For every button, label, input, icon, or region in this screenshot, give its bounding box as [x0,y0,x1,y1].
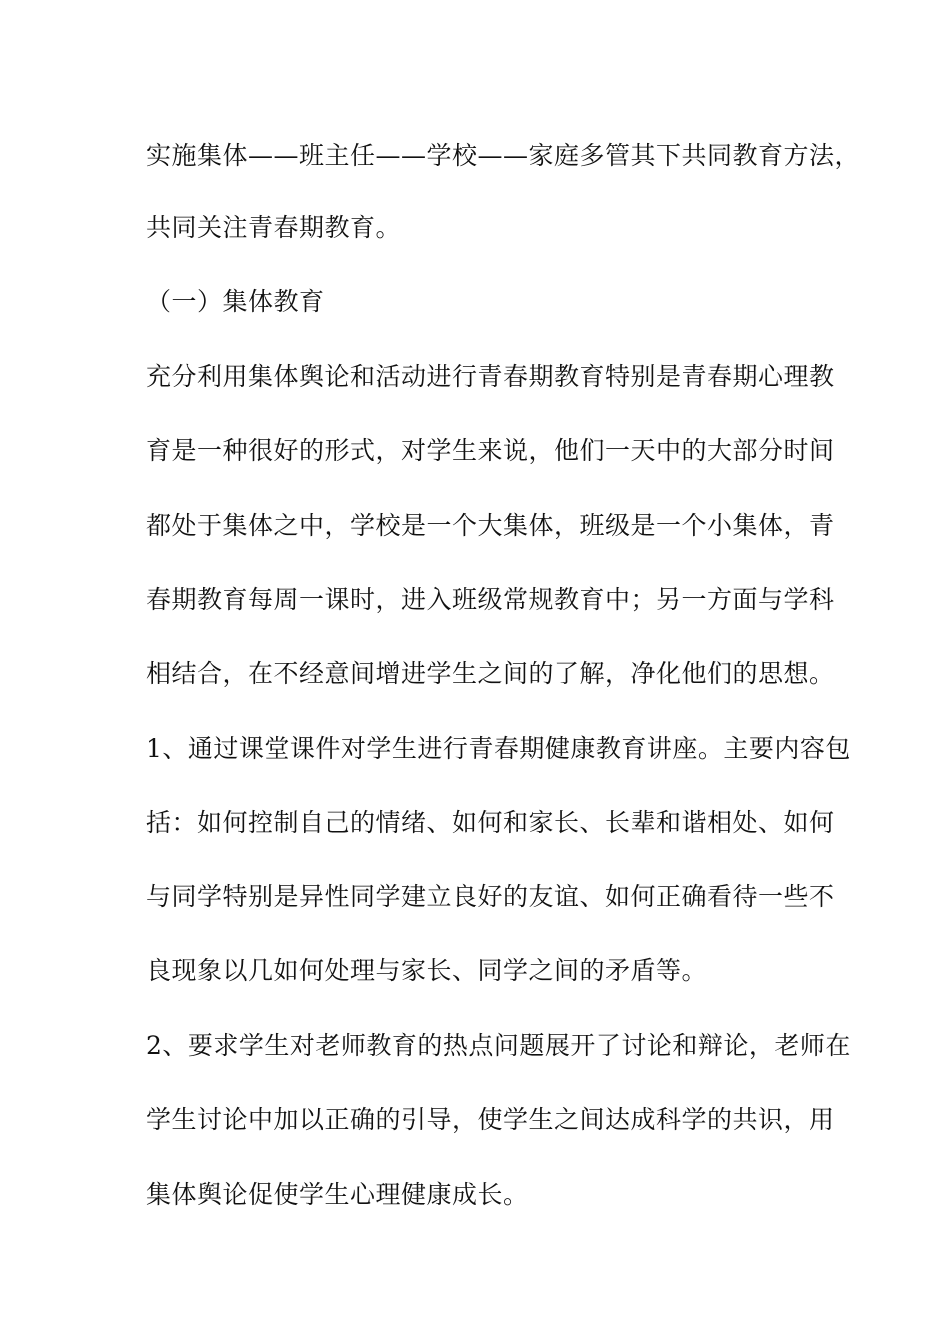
section-heading: （一）集体教育 [146,287,325,316]
text-line: 共同关注青春期教育。 [146,213,402,242]
text-line: 集体舆论促使学生心理健康成长。 [146,1180,529,1209]
text-line: 与同学特别是异性同学建立良好的友谊、如何正确看待一些不 [146,882,835,911]
text-line: 都处于集体之中，学校是一个大集体，班级是一个小集体，青 [146,511,835,540]
text-line: 相结合，在不经意间增进学生之间的了解，净化他们的思想。 [146,659,835,688]
text-line: 良现象以几如何处理与家长、同学之间的矛盾等。 [146,956,708,985]
text-line: 育是一种很好的形式，对学生来说，他们一天中的大部分时间 [146,436,835,465]
text-line: 括：如何控制自己的情绪、如何和家长、长辈和谐相处、如何 [146,808,835,837]
list-item-2-line: 2、要求学生对老师教育的热点问题展开了讨论和辩论，老师在 [146,1031,851,1060]
text-line: 充分利用集体舆论和活动进行青春期教育特别是青春期心理教 [146,362,835,391]
text-line: 春期教育每周一课时，进入班级常规教育中；另一方面与学科 [146,585,835,614]
text-line: 实施集体——班主任——学校——家庭多管其下共同教育方法， [146,141,861,170]
list-item-1-line: 1、通过课堂课件对学生进行青春期健康教育讲座。主要内容包 [146,734,851,763]
text-line: 学生讨论中加以正确的引导，使学生之间达成科学的共识，用 [146,1105,835,1134]
